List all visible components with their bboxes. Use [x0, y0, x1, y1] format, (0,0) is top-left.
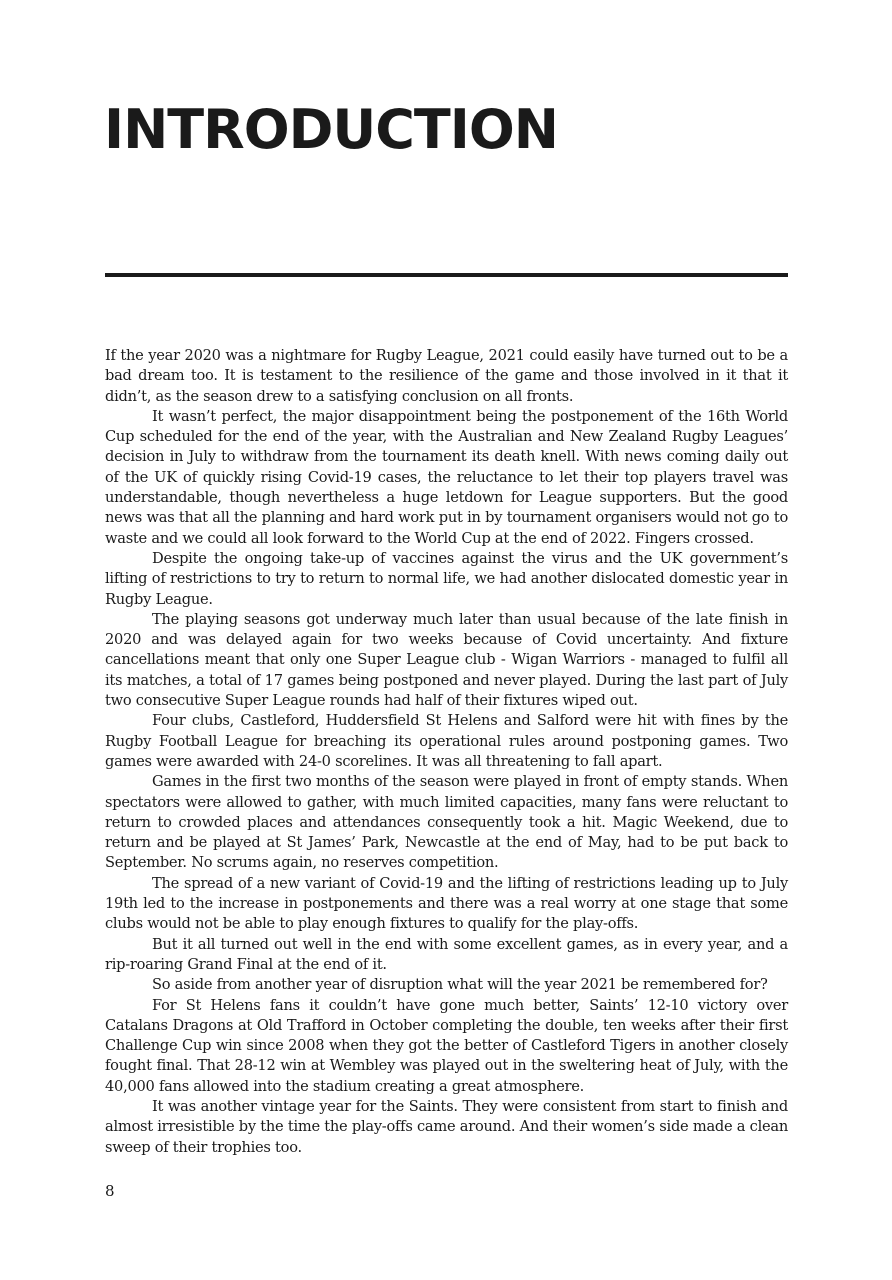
paragraph: It wasn’t perfect, the major disappointment being the postponement of the 16th World Cup scheduled for the end of the year, with the Australian and New Zealand Rugby Leagues’ decision in July to withdraw from the tournament its death knell. With news coming daily out of the UK of quickly rising Covid-19 cases, the reluctance to let their top players travel was understandable, though nevertheless a huge letdown for League supporters. But the good news was that all the planning and hard work put in by tournament organisers would not go to waste and we could all look forward to the World Cup at the end of 2022. Fingers crossed.: [105, 407, 788, 547]
paragraph: It was another vintage year for the Saints. They were consistent from start to finish and almost irresistible by the time the play-offs came around. And their women’s side made a clean sweep of their trophies too.: [105, 1097, 788, 1156]
chapter-body: [105, 346, 788, 1158]
title-divider: [105, 273, 788, 277]
paragraph: But it all turned out well in the end with some excellent games, as in every year, and a rip-roaring Grand Final at the end of it.: [105, 935, 788, 973]
paragraph: Four clubs, Castleford, Huddersfield St Helens and Salford were hit with fines by the Rugby Football League for breaching its operational rules around postponing games. Two games were awarded with 24-0 scorelines. It was all threatening to fall apart.: [105, 712, 788, 770]
paragraph: For St Helens fans it couldn’t have gone much better, Saints’ 12-10 victory over Catalans Dragons at Old Trafford in October completing the double, ten weeks after their first Challenge Cup win since 2008 when they got the better of Castleford Tigers in another closely fought final. That 28-12 win at Wembley was played out in the sweltering heat of July, with the 40,000 fans allowed into the stadium creating a great atmosphere.: [105, 996, 788, 1095]
paragraph: So aside from another year of disruption what will the year 2021 be remembered for?: [152, 976, 768, 994]
paragraph: If the year 2020 was a nightmare for Rugby League, 2021 could easily have turned out to be a bad dream too. It is testament to the resilience of the game and those involved in it that it didn’t, as the season drew to a satisfying conclusion on all fronts.: [105, 347, 788, 405]
page-number: 8: [105, 1182, 115, 1200]
paragraph: Despite the ongoing take-up of vaccines against the virus and the UK government’s lifting of restrictions to try to return to normal life, we had another dislocated domestic year in Rugby League.: [105, 549, 788, 608]
paragraph: The spread of a new variant of Covid-19 and the lifting of restrictions leading up to July 19th led to the increase in postponements and there was a real worry at one stage that some clubs would not be able to play enough fixtures to qualify for the play-offs.: [105, 874, 788, 933]
paragraph: The playing seasons got underway much later than usual because of the late finish in 2020 and was delayed again for two weeks because of Covid uncertainty. And fixture cancellations meant that only one Super League club - Wigan Warriors - managed to fulfil all its matches, a total of 17 games being postponed and never played. During the last part of July two consecutive Super League rounds had half of their fixtures wiped out.: [105, 610, 788, 710]
paragraph: Games in the first two months of the season were played in front of empty stands. When spectators were allowed to gather, with much limited capacities, many fans were reluctant to return to crowded places and attendances consequently took a hit. Magic Weekend, due to return and be played at St James’ Park, Newcastle at the end of May, had to be put back to September. No scrums again, no reserves competition.: [105, 773, 788, 872]
chapter-title: INTRODUCTION: [104, 98, 558, 161]
